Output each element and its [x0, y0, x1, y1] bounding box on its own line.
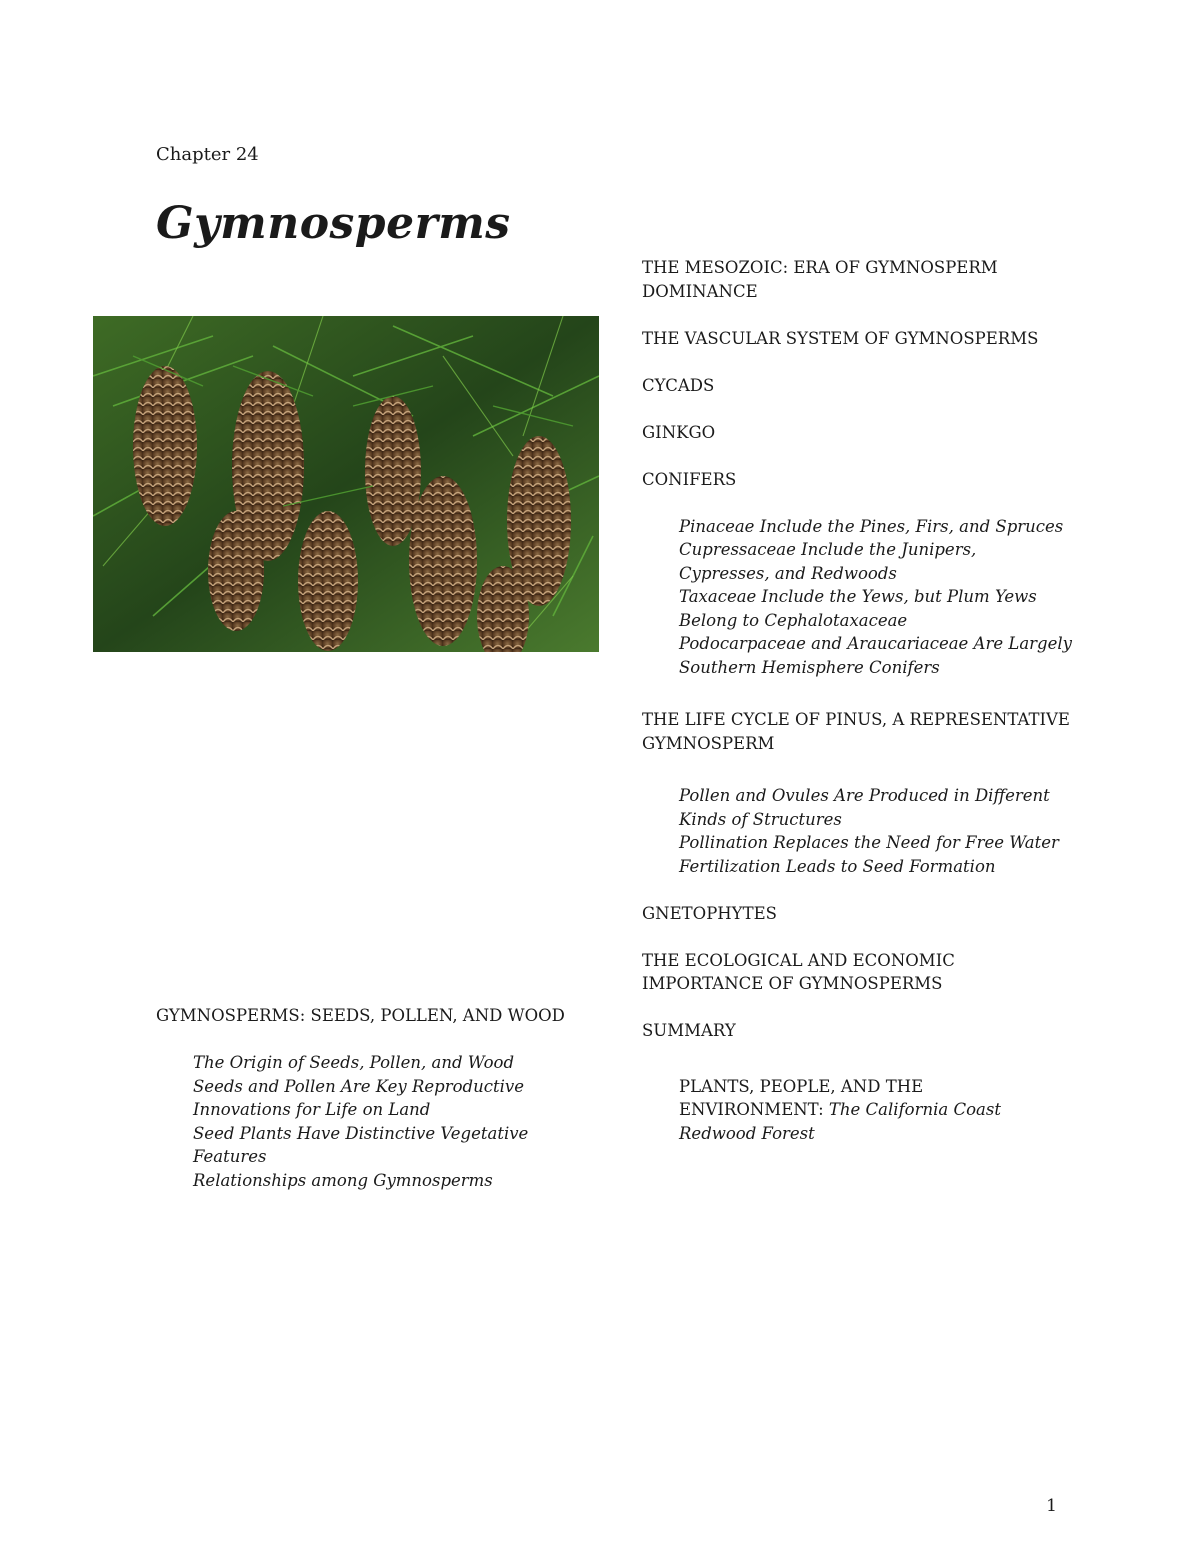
toc-sub-cupressaceae: Cupressaceae Include the Junipers, Cypresses, and Redwoods	[679, 540, 977, 583]
chapter-label: Chapter 24	[156, 144, 259, 165]
ppe-prefix: PLANTS, PEOPLE, AND THE ENVIRONMENT:	[679, 1076, 924, 1119]
toc-sub-fertilization: Fertilization Leads to Seed Formation	[679, 856, 996, 876]
toc-heading-plants-people-environment	[642, 1075, 1072, 1146]
toc-sub-podocarpaceae: Podocarpaceae and Araucariaceae Are Largely Southern Hemisphere Conifers	[679, 634, 1072, 677]
page-number: 1	[1046, 1496, 1057, 1516]
toc-heading-gnetophytes: GNETOPHYTES	[642, 903, 777, 923]
toc-sub-vegetative-features: Seed Plants Have Distinctive Vegetative Features	[193, 1123, 529, 1166]
toc-sub-relationships: Relationships among Gymnosperms	[193, 1170, 493, 1190]
toc-sub-pollen-ovules: Pollen and Ovules Are Produced in Different Kinds of Structures	[679, 786, 1050, 829]
pine-cones-photo	[93, 316, 599, 652]
toc-sub-pollination: Pollination Replaces the Need for Free Water	[679, 833, 1059, 852]
toc-heading-life-cycle: THE LIFE CYCLE OF PINUS, A REPRESENTATIVE GYMNOSPERM	[642, 710, 1070, 753]
toc-sub-origin-of-seeds: The Origin of Seeds, Pollen, and Wood	[193, 1053, 515, 1072]
toc-right-column	[642, 256, 1072, 1145]
toc-heading-summary: SUMMARY	[642, 1021, 736, 1040]
toc-heading-vascular-system: THE VASCULAR SYSTEM OF GYMNOSPERMS	[642, 328, 1039, 348]
ppe-italic-title: The California Coast Redwood Forest	[679, 1100, 1001, 1143]
toc-heading-cycads: CYCADS	[642, 375, 715, 395]
toc-heading-ecological-importance: THE ECOLOGICAL AND ECONOMIC IMPORTANCE OF GYMNOSPERMS	[642, 950, 955, 993]
toc-heading-ginkgo: GINKGO	[642, 422, 716, 442]
toc-sub-pinaceae: Pinaceae Include the Pines, Firs, and Spruces	[679, 516, 1064, 536]
toc-sub-key-reproductive-innovations: Seeds and Pollen Are Key Reproductive Innovations for Life on Land	[193, 1076, 524, 1119]
toc-sub-taxaceae: Taxaceae Include the Yews, but Plum Yews Belong to Cephalotaxaceae	[679, 587, 1037, 630]
toc-heading-seeds-pollen-wood: GYMNOSPERMS: SEEDS, POLLEN, AND WOOD	[156, 1006, 565, 1025]
toc-heading-conifers: CONIFERS	[642, 469, 737, 489]
toc-heading-mesozoic: THE MESOZOIC: ERA OF GYMNOSPERM DOMINANCE	[642, 258, 998, 301]
chapter-title: Gymnosperms	[156, 198, 511, 249]
toc-left-column	[156, 1004, 596, 1192]
